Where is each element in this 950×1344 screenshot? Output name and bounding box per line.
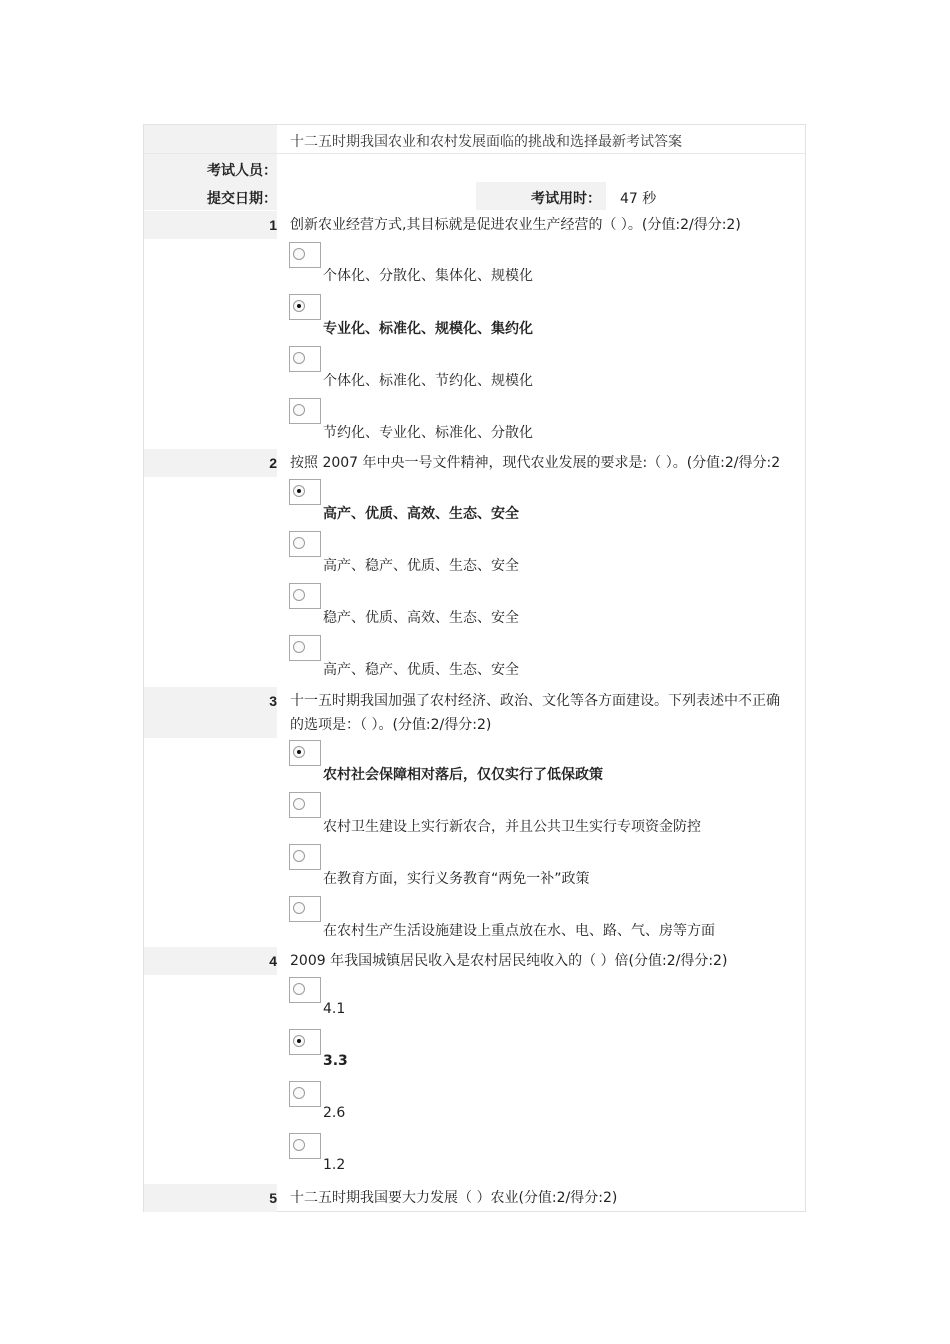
q4-option-2-label: 3.3 [323,1053,348,1069]
exam-result-table [143,124,806,1212]
examinee-row [144,154,805,182]
question-3-number: 3 [269,693,277,709]
question-5-text: 十二五时期我国要大力发展（ ）农业(分值:2/得分:2) [290,1190,618,1206]
time-value: 47 秒 [620,191,657,207]
q2-option-2-radio[interactable] [289,531,321,557]
q4-option-2-radio[interactable] [289,1029,321,1055]
q4-option-4-label: 1.2 [323,1157,346,1173]
q1-option-1-label: 个体化、分散化、集体化、规模化 [323,268,533,284]
q1-option-4-label: 节约化、专业化、标准化、分散化 [323,425,533,441]
q3-option-3-label: 在教育方面，实行义务教育“两免一补”政策 [323,871,590,887]
question-4-text: 2009 年我国城镇居民收入是农村居民纯收入的（ ）倍(分值:2/得分:2) [290,953,728,969]
title-row-label-cell [144,125,277,153]
q2-option-3-radio[interactable] [289,583,321,609]
question-2-number: 2 [269,455,277,471]
q3-option-1-radio[interactable] [289,740,321,766]
q2-option-3-label: 稳产、优质、高效、生态、安全 [323,610,519,626]
q1-option-2-label: 专业化、标准化、规模化、集约化 [323,321,533,337]
q1-option-3-radio[interactable] [289,346,321,372]
question-1-number: 1 [269,217,277,233]
q4-option-3-label: 2.6 [323,1105,346,1121]
q4-option-4-radio[interactable] [289,1133,321,1159]
q1-option-2-radio[interactable] [289,294,321,320]
q1-option-4-radio[interactable] [289,398,321,424]
question-4-number: 4 [269,953,277,969]
date-label: 提交日期： [207,191,277,207]
q3-option-4-radio[interactable] [289,896,321,922]
page-title: 十二五时期我国农业和农村发展面临的挑战和选择最新考试答案 [290,134,682,150]
q3-option-4-label: 在农村生产生活设施建设上重点放在水、电、路、气、房等方面 [323,923,715,939]
question-3-text-line2: 的选项是：（ ）。(分值:2/得分:2) [290,717,492,733]
question-5-number: 5 [269,1190,277,1206]
q2-option-4-label: 高产、稳产、优质、生态、安全 [323,662,519,678]
question-3-text-line1: 十一五时期我国加强了农村经济、政治、文化等各方面建设。下列表述中不正确 [290,693,780,709]
time-label: 考试用时： [531,191,601,207]
q4-option-1-radio[interactable] [289,977,321,1003]
date-row [144,182,805,210]
q4-option-3-radio[interactable] [289,1081,321,1107]
q2-option-2-label: 高产、稳产、优质、生态、安全 [323,558,519,574]
q2-option-1-label: 高产、优质、高效、生态、安全 [323,506,519,522]
title-row [144,125,805,154]
q1-option-3-label: 个体化、标准化、节约化、规模化 [323,373,533,389]
q3-option-3-radio[interactable] [289,844,321,870]
q3-option-2-radio[interactable] [289,792,321,818]
q2-option-1-radio[interactable] [289,479,321,505]
examinee-label: 考试人员： [207,163,277,179]
q3-option-2-label: 农村卫生建设上实行新农合，并且公共卫生实行专项资金防控 [323,819,701,835]
q3-option-1-label: 农村社会保障相对落后，仅仅实行了低保政策 [323,767,603,783]
q4-option-1-label: 4.1 [323,1001,346,1017]
q1-option-1-radio[interactable] [289,242,321,268]
q2-option-4-radio[interactable] [289,635,321,661]
question-1-text: 创新农业经营方式,其目标就是促进农业生产经营的（ ）。(分值:2/得分:2) [290,217,741,233]
question-2-text: 按照 2007 年中央一号文件精神，现代农业发展的要求是:（ ）。(分值:2/得分:2 [290,455,781,471]
